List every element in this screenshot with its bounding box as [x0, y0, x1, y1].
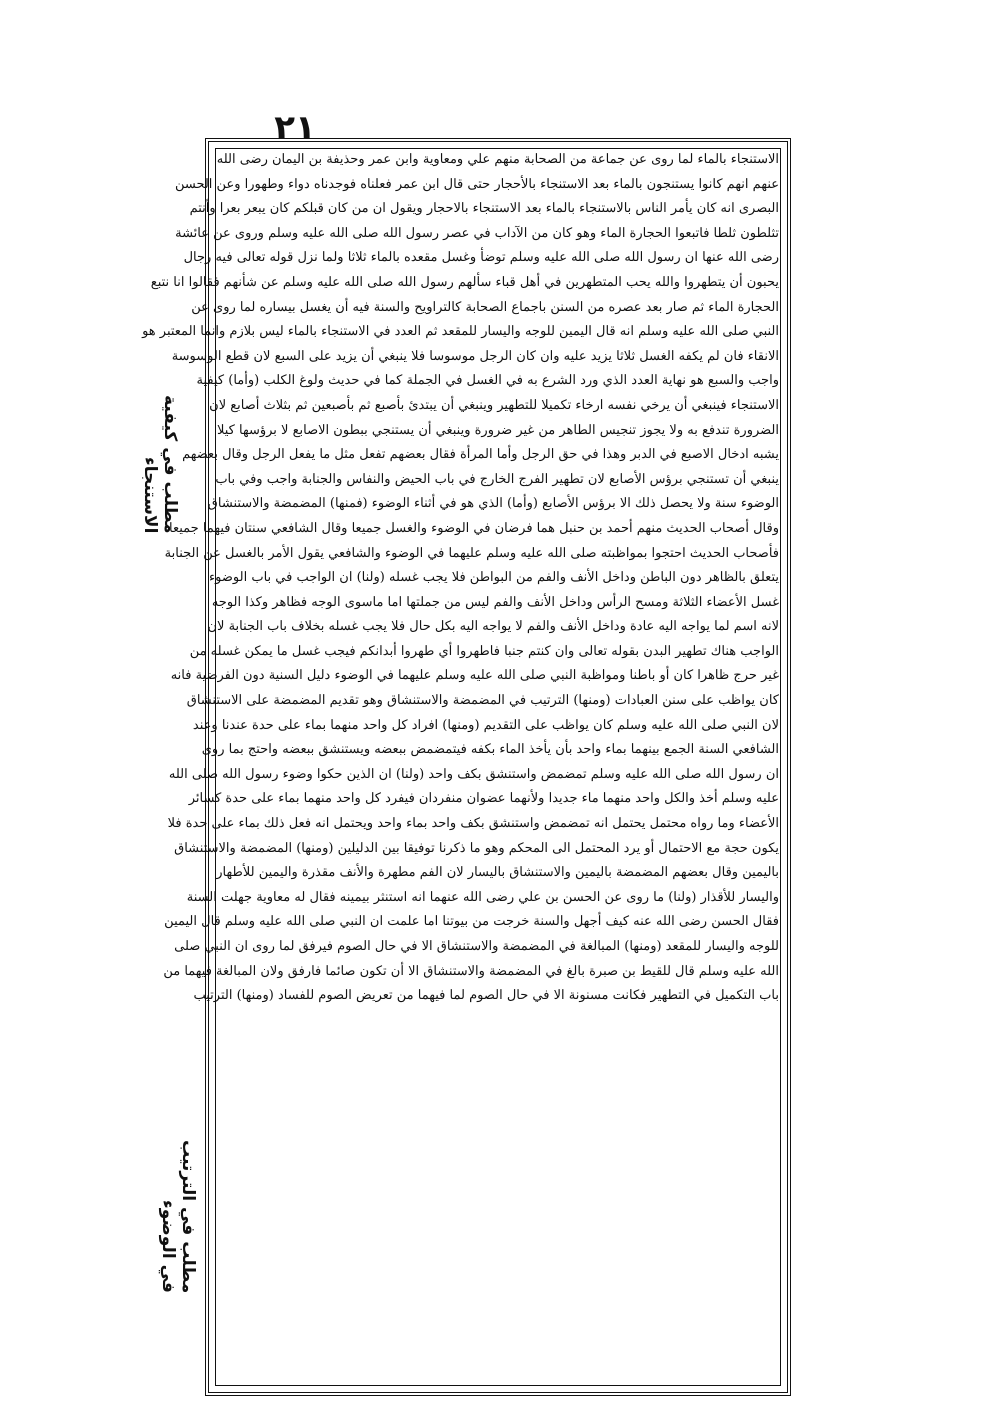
text-line: فقال الحسن رضى الله عنه كيف أجهل والسنة خرجت من بيوتنا اما علمت ان النبي صلى الله عليه وسلم قال اليمين [164, 914, 779, 930]
text-line: يحبون أن يتطهروا والله يحب المتطهرين في أهل قباء سألهم رسول الله صلى الله عليه وسلم عن شأنهم فقالوا انا نتبع [150, 274, 779, 290]
text-line: واجب والسبع هو نهاية العدد الذي ورد الشرع به في الغسل في الجملة كما في حديث ولوغ الكلب (وأما) كيفية [196, 373, 779, 389]
text-line: الشافعي السنة الجمع بينهما بماء واحد بأن يأخذ الماء بكفه فيتمضمض ببعضه ويستنشق ببعضه واحتج بما روى [201, 742, 779, 758]
text-line: عليه وسلم أخذ والكل واحد منهما ماء جديدا ولأنهما عضوان منفردان فيفرد كل واحد منهما بماء على حدة كسائر [188, 791, 779, 807]
text-line: لان النبي صلى الله عليه وسلم كان يواظب على التقديم (ومنها) افراد كل واحد منهما بماء على حدة عندنا وعند [192, 717, 779, 733]
margin-note-line: في الوضوء [158, 1200, 178, 1294]
text-line: الحجارة الماء ثم صار بعد عصره من السنن باجماع الصحابة كالتراويح والسنة فيه أن يغسل بيساره لما روى عن [191, 299, 779, 315]
text-line: يكون حجة مع الاحتمال أو يرد المحتمل الى المحكم وهو ما ذكرنا توفيقا بين الدليلين (ومنها) المضمضة والاستنشاق [174, 840, 779, 856]
text-line: الاستنجاء بالماء لما روى عن جماعة من الصحابة منهم علي ومعاوية وابن عمر وحذيفة بن اليمان رضى الله [216, 152, 779, 167]
text-line: غسل الأعضاء الثلاثة ومسح الرأس وداخل الأنف والفم ليس من جملتها اما ماسوى الوجه فظاهر وكذا الوجه [211, 594, 779, 610]
text-line: لانه اسم لما يواجه اليه عادة وداخل الأنف والفم لا يواجه اليه بكل حال فلا يجب غسله بخلاف باب الجنابة لان [207, 619, 779, 635]
text-line: غير حرج ظاهرا كان أو باطنا ومواظبة النبي صلى الله عليه وسلم عليهما في الوضوء دليل السنية دون الفرضية فانه [170, 668, 779, 684]
text-line: تثلطون ثلطا فاتبعوا الحجارة الماء وهو كان من الآداب في عصر رسول الله صلى الله عليه وسلم وروى عن عائشة [175, 225, 779, 241]
text-line: الضرورة تندفع به ولا يجوز تنجيس الطاهر من غير ضرورة وينبغي أن يستنجي ببطون الاصابع لا برؤسها كيلا [217, 422, 779, 438]
text-line: يشبه ادخال الاصبع في الدبر وهذا في حق الرجل وأما المرأة فقال بعضهم تفعل مثل ما يفعل الرجل وقال بعضهم [182, 447, 779, 463]
margin-note-tartib [158, 1140, 198, 1293]
text-line: للوجه واليسار للمقعد (ومنها) المبالغة في المضمضة والاستنشاق الا في حال الصوم فيرفق لما روى ان النبي صلى [174, 939, 779, 954]
text-line: الأعضاء وما رواه محتمل يحتمل انه تمضمض واستنشق بكف واحد بماء واحد ويحتمل انه فعل ذلك بماء على حدة فلا [167, 816, 779, 832]
text-line: واليسار للأقذار (ولنا) ما روى عن الحسن بن علي رضى الله عنهما انه استنثر بيمينه فقال له معاوية جهلت السنة [186, 889, 779, 905]
text-line: باليمين وقال بعضهم المضمضة باليمين والاستنشاق باليسار لان الفم مطهرة والأنف مقذرة واليمين للأطهار [216, 865, 779, 881]
margin-note-istinja [140, 395, 180, 534]
text-line: ينبغي أن تستنجي برؤس الأصابع لان تطهير الفرج الخارج في باب الحيض والنفاس والجنابة واجب وفي باب [215, 471, 779, 487]
text-line: رضى الله عنها ان رسول الله صلى الله عليه وسلم توضأ وغسل مقعده بالماء ثلاثا ولما نزل قوله تعالى فيه رجال [183, 250, 779, 266]
text-line: الانقاء فان لم يكفه الغسل ثلاثا يزيد عليه وان كان الرجل موسوسا فلا ينبغي أن يزيد على السبع لان قطع الوسوسة [171, 348, 779, 364]
text-line: الاستنجاء فينبغي أن يرخي نفسه ارخاء تكميلا للتطهير وينبغي أن يبتدئ بأصبع ثم بأصبعين ثم بثلاث أصابع لان [209, 397, 779, 413]
page-number: ٢١ [274, 108, 316, 148]
text-line: كان يواظب على سنن العبادات (ومنها) الترتيب في المضمضة والاستنشاق وهو تقديم المضمضة على الاستنشاق [186, 693, 779, 709]
text-line: فأصحاب الحديث احتجوا بمواظبته صلى الله عليه وسلم عليهما في الوضوء والشافعي يقول الأمر بالغسل عن الجنابة [164, 545, 779, 561]
text-line: يتعلق بالظاهر دون الباطن وداخل الأنف والفم من البواطن فلا يجب غسله (ولنا) ان الواجب في باب الوضوء [209, 570, 779, 586]
text-line: الواجب هناك تطهير البدن بقوله تعالى وان كنتم جنبا فاطهروا أي طهروا أبدانكم فيجب غسل ما يمكن غسله من [189, 643, 779, 659]
text-line: باب التكميل في التطهير فكانت مسنونة الا في حال الصوم لما فيهما من تعريض الصوم للفساد (ومنها) الترتيب [193, 988, 779, 1004]
text-line: ان رسول الله صلى الله عليه وسلم تمضمض واستنشق بكف واحد (ولنا) ان الذين حكوا وضوء رسول الله صلى الله [168, 766, 779, 782]
margin-note-line: مطلب في الترتيب [178, 1140, 198, 1294]
text-line: الوضوء سنة ولا يحصل ذلك الا برؤس الأصابع (وأما) الذي هو في أثناء الوضوء (فمنها) المضمضة والاستنشاق [207, 496, 779, 512]
text-line: النبي صلى الله عليه وسلم انه قال اليمين للوجه واليسار للمقعد ثم العدد في الاستنجاء بالماء ليس بلازم وانما المعتبر هو [142, 324, 779, 340]
text-line: الله عليه وسلم قال للقيط بن صبرة بالغ في المضمضة والاستنشاق الا أن تكون صائما فارفق ولان المبالغة فيهما من [163, 963, 779, 979]
text-line: البصرى انه كان يأمر الناس بالاستنجاء بالماء بعد الاستنجاء بالاحجار ويقول ان من كان قبلكم كان يبعر بعرا وأنتم [189, 201, 779, 217]
margin-note-line: مطلب في كيفية [160, 395, 180, 534]
text-line: وقال أصحاب الحديث منهم أحمد بن حنبل هما فرضان في الوضوء والغسل جميعا وقال الشافعي سنتان فيهما جميعا [169, 520, 779, 536]
margin-note-line: الاستنجاء [140, 457, 160, 534]
text-line: عنهم انهم كانوا يستنجون بالماء بعد الاستنجاء بالأحجار حتى قال ابن عمر فعلناه فوجدناه دواء وطهورا وعن الحسن [174, 176, 779, 192]
